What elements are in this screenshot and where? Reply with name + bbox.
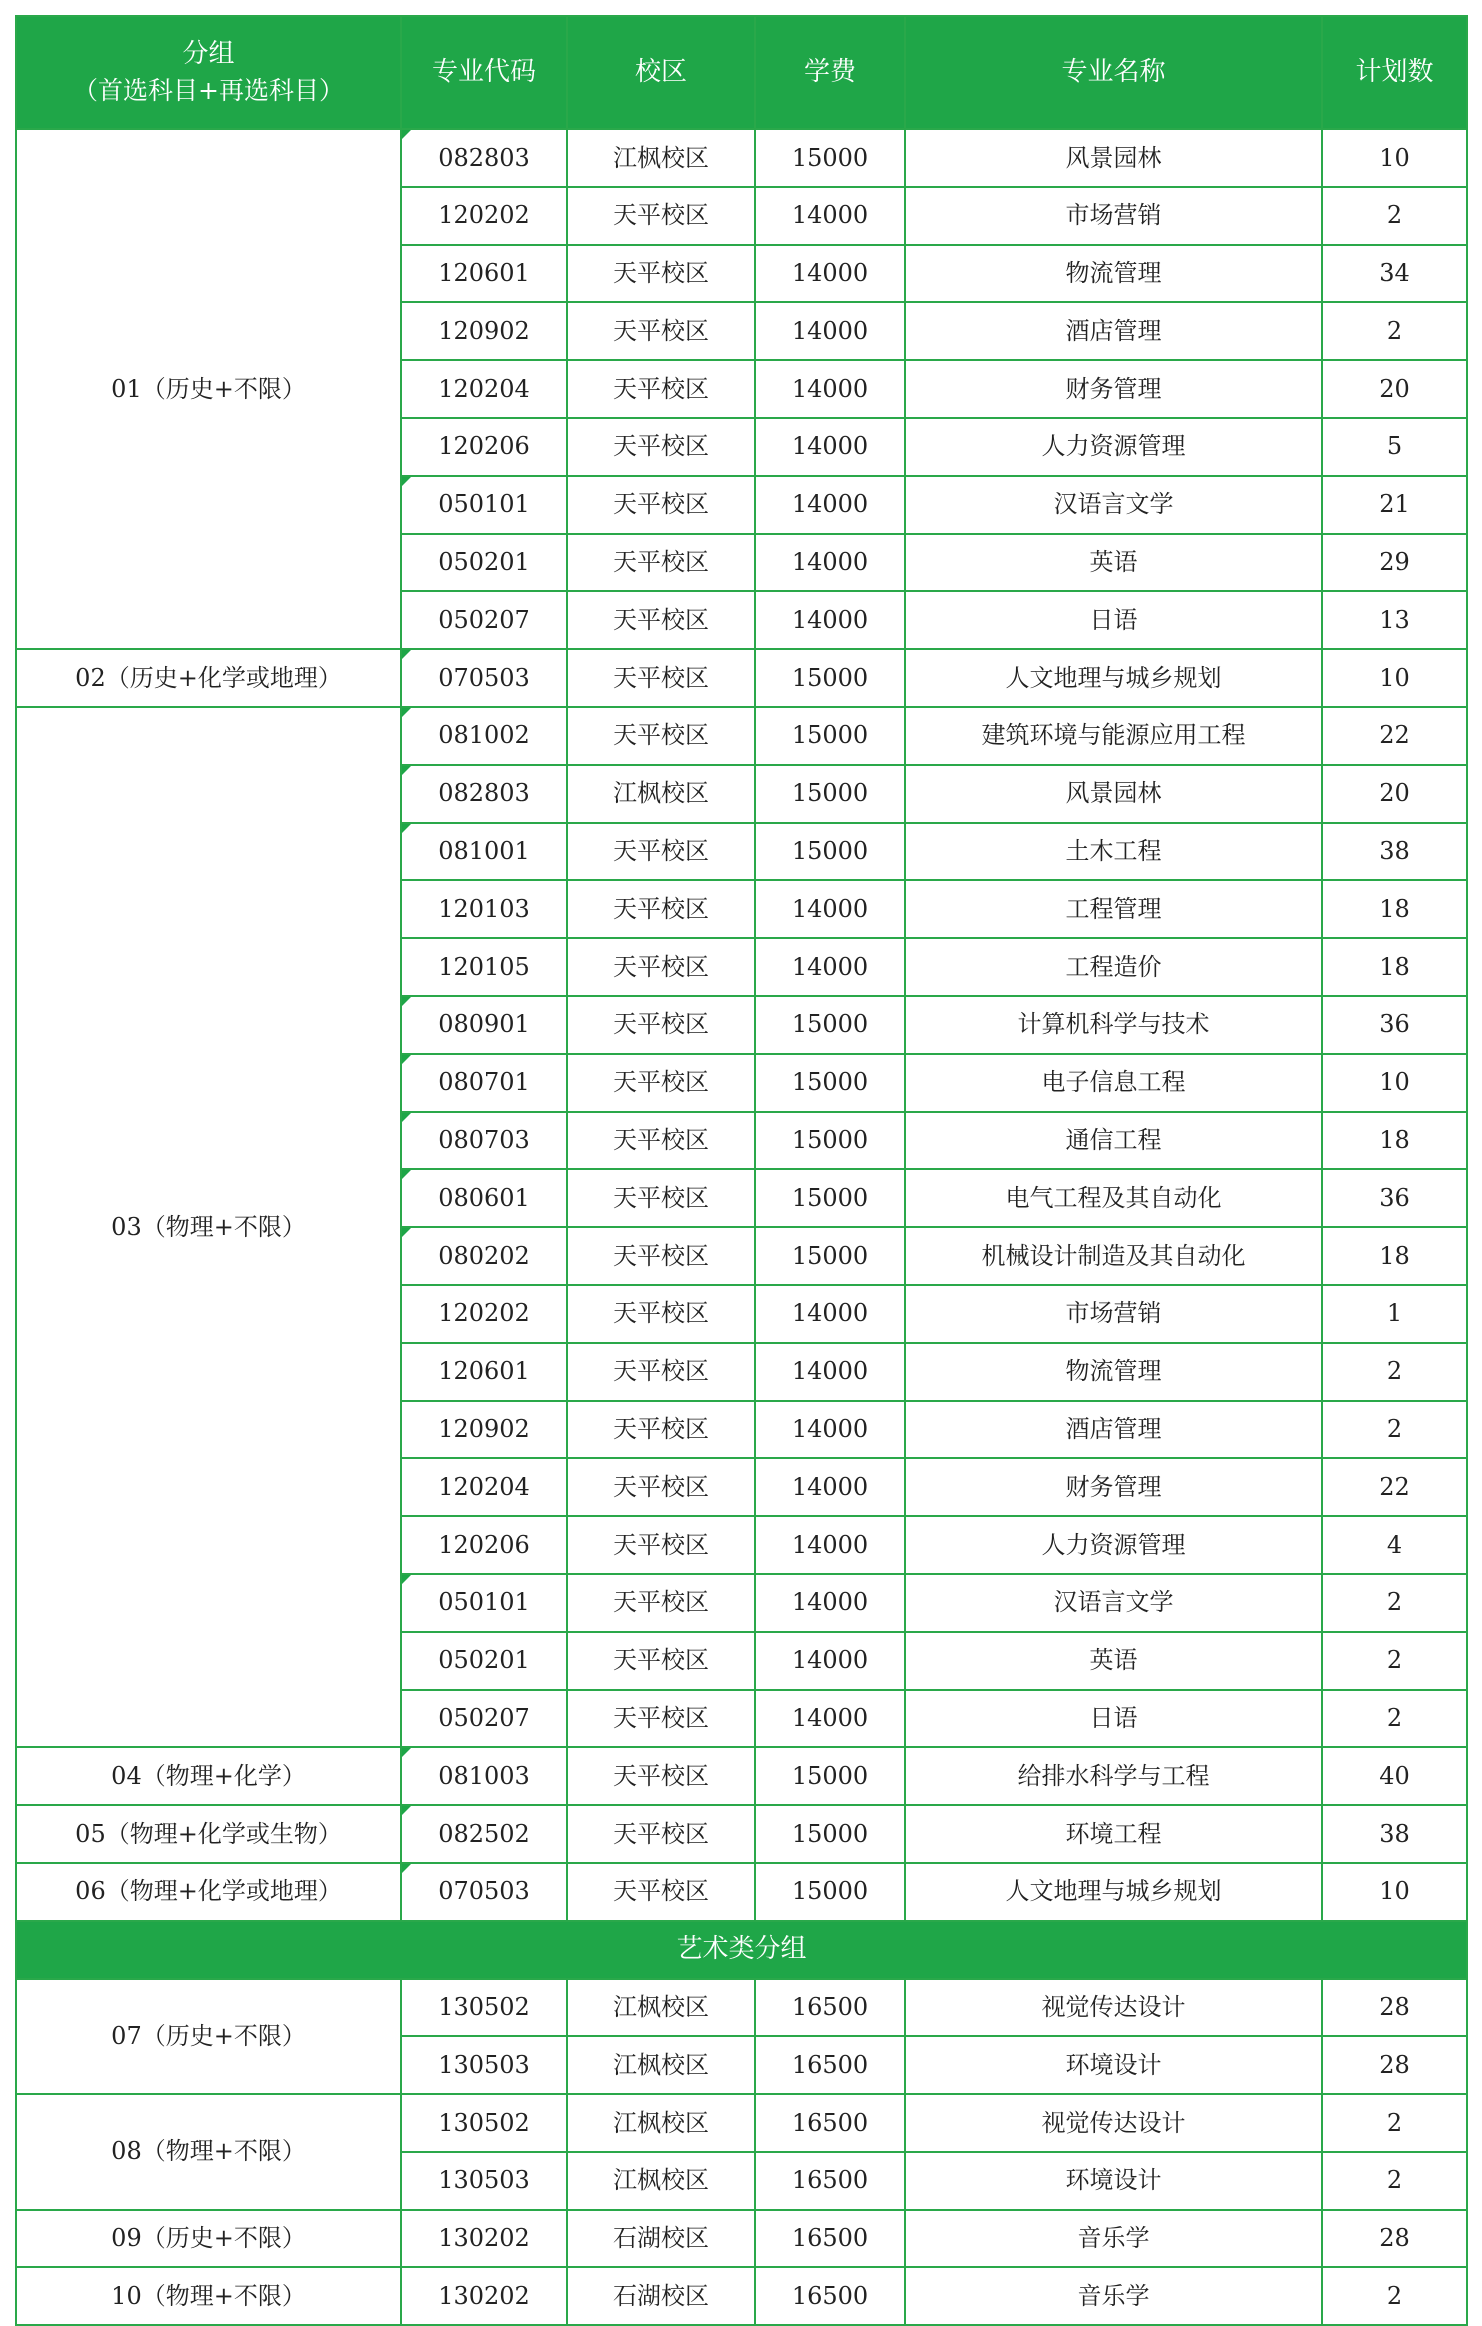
major-name-cell: 环境设计 bbox=[905, 2036, 1322, 2094]
plan-count-cell: 13 bbox=[1322, 591, 1467, 649]
table-row bbox=[16, 649, 1467, 707]
group-label: 09（历史+不限） bbox=[16, 2210, 401, 2268]
group-label: 02（历史+化学或地理） bbox=[16, 649, 401, 707]
major-name-cell: 风景园林 bbox=[905, 765, 1322, 823]
major-name-cell: 日语 bbox=[905, 591, 1322, 649]
campus-cell: 石湖校区 bbox=[567, 2210, 755, 2268]
plan-count-cell: 36 bbox=[1322, 1169, 1467, 1227]
campus-cell: 天平校区 bbox=[567, 360, 755, 418]
major-code-cell: 081003 bbox=[401, 1747, 567, 1805]
campus-cell: 天平校区 bbox=[567, 1747, 755, 1805]
major-name-cell: 市场营销 bbox=[905, 1285, 1322, 1343]
tuition-cell: 15000 bbox=[755, 823, 905, 881]
major-name-cell: 音乐学 bbox=[905, 2210, 1322, 2268]
plan-count-cell: 28 bbox=[1322, 1979, 1467, 2037]
major-code-cell: 082803 bbox=[401, 765, 567, 823]
plan-count-cell: 1 bbox=[1322, 1285, 1467, 1343]
campus-cell: 天平校区 bbox=[567, 1227, 755, 1285]
tuition-cell: 15000 bbox=[755, 649, 905, 707]
table-row bbox=[16, 1979, 1467, 2037]
campus-cell: 天平校区 bbox=[567, 1690, 755, 1748]
table-body bbox=[16, 129, 1467, 2325]
tuition-cell: 14000 bbox=[755, 302, 905, 360]
tuition-cell: 14000 bbox=[755, 418, 905, 476]
major-code-cell: 120202 bbox=[401, 1285, 567, 1343]
header-plan: 计划数 bbox=[1322, 16, 1467, 129]
table-header bbox=[16, 16, 1467, 129]
major-code-cell: 080901 bbox=[401, 996, 567, 1054]
tuition-cell: 14000 bbox=[755, 245, 905, 303]
tuition-cell: 15000 bbox=[755, 1863, 905, 1921]
major-code-cell: 050201 bbox=[401, 534, 567, 592]
major-name-cell: 物流管理 bbox=[905, 245, 1322, 303]
plan-count-cell: 20 bbox=[1322, 765, 1467, 823]
major-name-cell: 英语 bbox=[905, 534, 1322, 592]
campus-cell: 天平校区 bbox=[567, 1458, 755, 1516]
tuition-cell: 15000 bbox=[755, 1747, 905, 1805]
tuition-cell: 15000 bbox=[755, 765, 905, 823]
plan-count-cell: 34 bbox=[1322, 245, 1467, 303]
plan-count-cell: 2 bbox=[1322, 1690, 1467, 1748]
tuition-cell: 14000 bbox=[755, 476, 905, 534]
tuition-cell: 14000 bbox=[755, 1516, 905, 1574]
campus-cell: 江枫校区 bbox=[567, 2152, 755, 2210]
major-name-cell: 汉语言文学 bbox=[905, 1574, 1322, 1632]
major-code-cell: 050207 bbox=[401, 591, 567, 649]
campus-cell: 天平校区 bbox=[567, 707, 755, 765]
major-name-cell: 给排水科学与工程 bbox=[905, 1747, 1322, 1805]
table-row bbox=[16, 2094, 1467, 2152]
major-name-cell: 电气工程及其自动化 bbox=[905, 1169, 1322, 1227]
major-name-cell: 工程造价 bbox=[905, 938, 1322, 996]
campus-cell: 天平校区 bbox=[567, 1343, 755, 1401]
tuition-cell: 14000 bbox=[755, 591, 905, 649]
tuition-cell: 14000 bbox=[755, 360, 905, 418]
section-title: 艺术类分组 bbox=[16, 1921, 1467, 1979]
major-name-cell: 风景园林 bbox=[905, 129, 1322, 187]
major-name-cell: 人文地理与城乡规划 bbox=[905, 1863, 1322, 1921]
campus-cell: 江枫校区 bbox=[567, 765, 755, 823]
campus-cell: 天平校区 bbox=[567, 476, 755, 534]
tuition-cell: 15000 bbox=[755, 1112, 905, 1170]
major-code-cell: 130503 bbox=[401, 2036, 567, 2094]
tuition-cell: 16500 bbox=[755, 1979, 905, 2037]
tuition-cell: 15000 bbox=[755, 996, 905, 1054]
tuition-cell: 15000 bbox=[755, 129, 905, 187]
campus-cell: 天平校区 bbox=[567, 1285, 755, 1343]
major-code-cell: 082803 bbox=[401, 129, 567, 187]
header-group bbox=[16, 16, 401, 129]
major-code-cell: 080703 bbox=[401, 1112, 567, 1170]
major-code-cell: 050201 bbox=[401, 1632, 567, 1690]
major-code-cell: 120105 bbox=[401, 938, 567, 996]
campus-cell: 天平校区 bbox=[567, 1863, 755, 1921]
campus-cell: 天平校区 bbox=[567, 302, 755, 360]
plan-count-cell: 21 bbox=[1322, 476, 1467, 534]
tuition-cell: 15000 bbox=[755, 1805, 905, 1863]
plan-count-cell: 29 bbox=[1322, 534, 1467, 592]
group-label: 04（物理+化学） bbox=[16, 1747, 401, 1805]
group-label: 10（物理+不限） bbox=[16, 2267, 401, 2325]
major-code-cell: 120902 bbox=[401, 302, 567, 360]
campus-cell: 天平校区 bbox=[567, 938, 755, 996]
tuition-cell: 16500 bbox=[755, 2267, 905, 2325]
tuition-cell: 14000 bbox=[755, 1285, 905, 1343]
major-name-cell: 机械设计制造及其自动化 bbox=[905, 1227, 1322, 1285]
major-name-cell: 英语 bbox=[905, 1632, 1322, 1690]
major-code-cell: 080601 bbox=[401, 1169, 567, 1227]
plan-count-cell: 2 bbox=[1322, 2267, 1467, 2325]
major-code-cell: 130502 bbox=[401, 1979, 567, 2037]
campus-cell: 天平校区 bbox=[567, 1112, 755, 1170]
tuition-cell: 14000 bbox=[755, 187, 905, 245]
header-code: 专业代码 bbox=[401, 16, 567, 129]
group-label: 07（历史+不限） bbox=[16, 1979, 401, 2095]
group-label: 08（物理+不限） bbox=[16, 2094, 401, 2210]
tuition-cell: 14000 bbox=[755, 938, 905, 996]
plan-count-cell: 10 bbox=[1322, 1054, 1467, 1112]
plan-count-cell: 18 bbox=[1322, 1112, 1467, 1170]
major-code-cell: 130503 bbox=[401, 2152, 567, 2210]
group-label: 06（物理+化学或地理） bbox=[16, 1863, 401, 1921]
major-code-cell: 120103 bbox=[401, 880, 567, 938]
table-row bbox=[16, 2267, 1467, 2325]
plan-count-cell: 20 bbox=[1322, 360, 1467, 418]
major-name-cell: 酒店管理 bbox=[905, 302, 1322, 360]
major-code-cell: 082502 bbox=[401, 1805, 567, 1863]
tuition-cell: 14000 bbox=[755, 534, 905, 592]
plan-count-cell: 2 bbox=[1322, 2152, 1467, 2210]
tuition-cell: 15000 bbox=[755, 1227, 905, 1285]
plan-count-cell: 2 bbox=[1322, 1343, 1467, 1401]
campus-cell: 天平校区 bbox=[567, 1805, 755, 1863]
plan-count-cell: 36 bbox=[1322, 996, 1467, 1054]
campus-cell: 天平校区 bbox=[567, 534, 755, 592]
header-group-subtitle: （首选科目+再选科目） bbox=[73, 76, 344, 106]
major-name-cell: 电子信息工程 bbox=[905, 1054, 1322, 1112]
plan-count-cell: 10 bbox=[1322, 129, 1467, 187]
header-row bbox=[16, 16, 1467, 129]
major-name-cell: 人力资源管理 bbox=[905, 1516, 1322, 1574]
major-code-cell: 130202 bbox=[401, 2210, 567, 2268]
campus-cell: 天平校区 bbox=[567, 1516, 755, 1574]
plan-count-cell: 2 bbox=[1322, 187, 1467, 245]
header-group-title: 分组 bbox=[182, 38, 235, 69]
major-name-cell: 视觉传达设计 bbox=[905, 2094, 1322, 2152]
tuition-cell: 14000 bbox=[755, 1401, 905, 1459]
table-row bbox=[16, 1863, 1467, 1921]
plan-count-cell: 18 bbox=[1322, 938, 1467, 996]
major-name-cell: 建筑环境与能源应用工程 bbox=[905, 707, 1322, 765]
major-name-cell: 物流管理 bbox=[905, 1343, 1322, 1401]
plan-count-cell: 2 bbox=[1322, 302, 1467, 360]
tuition-cell: 16500 bbox=[755, 2036, 905, 2094]
plan-count-cell: 2 bbox=[1322, 1574, 1467, 1632]
major-code-cell: 120206 bbox=[401, 1516, 567, 1574]
major-name-cell: 计算机科学与技术 bbox=[905, 996, 1322, 1054]
plan-count-cell: 22 bbox=[1322, 707, 1467, 765]
campus-cell: 天平校区 bbox=[567, 1574, 755, 1632]
group-label: 03（物理+不限） bbox=[16, 707, 401, 1747]
major-code-cell: 081001 bbox=[401, 823, 567, 881]
major-name-cell: 财务管理 bbox=[905, 1458, 1322, 1516]
header-tuition: 学费 bbox=[755, 16, 905, 129]
campus-cell: 江枫校区 bbox=[567, 1979, 755, 2037]
major-code-cell: 070503 bbox=[401, 649, 567, 707]
campus-cell: 江枫校区 bbox=[567, 2036, 755, 2094]
major-name-cell: 工程管理 bbox=[905, 880, 1322, 938]
plan-count-cell: 28 bbox=[1322, 2210, 1467, 2268]
tuition-cell: 14000 bbox=[755, 1690, 905, 1748]
major-name-cell: 环境设计 bbox=[905, 2152, 1322, 2210]
plan-count-cell: 2 bbox=[1322, 2094, 1467, 2152]
tuition-cell: 15000 bbox=[755, 1169, 905, 1227]
campus-cell: 江枫校区 bbox=[567, 129, 755, 187]
major-code-cell: 130502 bbox=[401, 2094, 567, 2152]
major-code-cell: 050207 bbox=[401, 1690, 567, 1748]
major-name-cell: 财务管理 bbox=[905, 360, 1322, 418]
campus-cell: 天平校区 bbox=[567, 1632, 755, 1690]
major-code-cell: 120601 bbox=[401, 1343, 567, 1401]
plan-count-cell: 4 bbox=[1322, 1516, 1467, 1574]
major-name-cell: 市场营销 bbox=[905, 187, 1322, 245]
major-name-cell: 日语 bbox=[905, 1690, 1322, 1748]
major-name-cell: 酒店管理 bbox=[905, 1401, 1322, 1459]
campus-cell: 天平校区 bbox=[567, 591, 755, 649]
section-row bbox=[16, 1921, 1467, 1979]
tuition-cell: 15000 bbox=[755, 707, 905, 765]
major-code-cell: 120601 bbox=[401, 245, 567, 303]
plan-count-cell: 18 bbox=[1322, 1227, 1467, 1285]
tuition-cell: 16500 bbox=[755, 2094, 905, 2152]
plan-count-cell: 40 bbox=[1322, 1747, 1467, 1805]
major-code-cell: 120204 bbox=[401, 1458, 567, 1516]
plan-count-cell: 38 bbox=[1322, 1805, 1467, 1863]
tuition-cell: 14000 bbox=[755, 880, 905, 938]
major-code-cell: 080701 bbox=[401, 1054, 567, 1112]
major-code-cell: 120202 bbox=[401, 187, 567, 245]
plan-count-cell: 18 bbox=[1322, 880, 1467, 938]
major-name-cell: 人力资源管理 bbox=[905, 418, 1322, 476]
table-row bbox=[16, 129, 1467, 187]
campus-cell: 天平校区 bbox=[567, 649, 755, 707]
campus-cell: 天平校区 bbox=[567, 823, 755, 881]
plan-count-cell: 10 bbox=[1322, 649, 1467, 707]
table-row bbox=[16, 707, 1467, 765]
tuition-cell: 15000 bbox=[755, 1054, 905, 1112]
campus-cell: 天平校区 bbox=[567, 1054, 755, 1112]
enrollment-plan-table bbox=[15, 15, 1468, 2326]
campus-cell: 天平校区 bbox=[567, 1169, 755, 1227]
tuition-cell: 14000 bbox=[755, 1574, 905, 1632]
plan-count-cell: 2 bbox=[1322, 1632, 1467, 1690]
tuition-cell: 16500 bbox=[755, 2152, 905, 2210]
table-row bbox=[16, 1805, 1467, 1863]
major-name-cell: 视觉传达设计 bbox=[905, 1979, 1322, 2037]
plan-count-cell: 2 bbox=[1322, 1401, 1467, 1459]
plan-count-cell: 38 bbox=[1322, 823, 1467, 881]
campus-cell: 石湖校区 bbox=[567, 2267, 755, 2325]
major-code-cell: 080202 bbox=[401, 1227, 567, 1285]
plan-count-cell: 10 bbox=[1322, 1863, 1467, 1921]
major-code-cell: 120902 bbox=[401, 1401, 567, 1459]
tuition-cell: 14000 bbox=[755, 1458, 905, 1516]
plan-count-cell: 28 bbox=[1322, 2036, 1467, 2094]
major-code-cell: 120206 bbox=[401, 418, 567, 476]
campus-cell: 天平校区 bbox=[567, 880, 755, 938]
group-label: 01（历史+不限） bbox=[16, 129, 401, 649]
plan-count-cell: 5 bbox=[1322, 418, 1467, 476]
major-code-cell: 081002 bbox=[401, 707, 567, 765]
campus-cell: 天平校区 bbox=[567, 245, 755, 303]
major-name-cell: 音乐学 bbox=[905, 2267, 1322, 2325]
campus-cell: 江枫校区 bbox=[567, 2094, 755, 2152]
header-campus: 校区 bbox=[567, 16, 755, 129]
campus-cell: 天平校区 bbox=[567, 418, 755, 476]
major-name-cell: 汉语言文学 bbox=[905, 476, 1322, 534]
major-code-cell: 130202 bbox=[401, 2267, 567, 2325]
major-name-cell: 土木工程 bbox=[905, 823, 1322, 881]
table-row bbox=[16, 2210, 1467, 2268]
major-code-cell: 050101 bbox=[401, 476, 567, 534]
header-major: 专业名称 bbox=[905, 16, 1322, 129]
table-row bbox=[16, 1747, 1467, 1805]
major-name-cell: 环境工程 bbox=[905, 1805, 1322, 1863]
major-code-cell: 070503 bbox=[401, 1863, 567, 1921]
campus-cell: 天平校区 bbox=[567, 996, 755, 1054]
major-name-cell: 人文地理与城乡规划 bbox=[905, 649, 1322, 707]
group-label: 05（物理+化学或生物） bbox=[16, 1805, 401, 1863]
plan-count-cell: 22 bbox=[1322, 1458, 1467, 1516]
campus-cell: 天平校区 bbox=[567, 187, 755, 245]
campus-cell: 天平校区 bbox=[567, 1401, 755, 1459]
major-code-cell: 120204 bbox=[401, 360, 567, 418]
tuition-cell: 14000 bbox=[755, 1343, 905, 1401]
tuition-cell: 14000 bbox=[755, 1632, 905, 1690]
major-name-cell: 通信工程 bbox=[905, 1112, 1322, 1170]
tuition-cell: 16500 bbox=[755, 2210, 905, 2268]
major-code-cell: 050101 bbox=[401, 1574, 567, 1632]
